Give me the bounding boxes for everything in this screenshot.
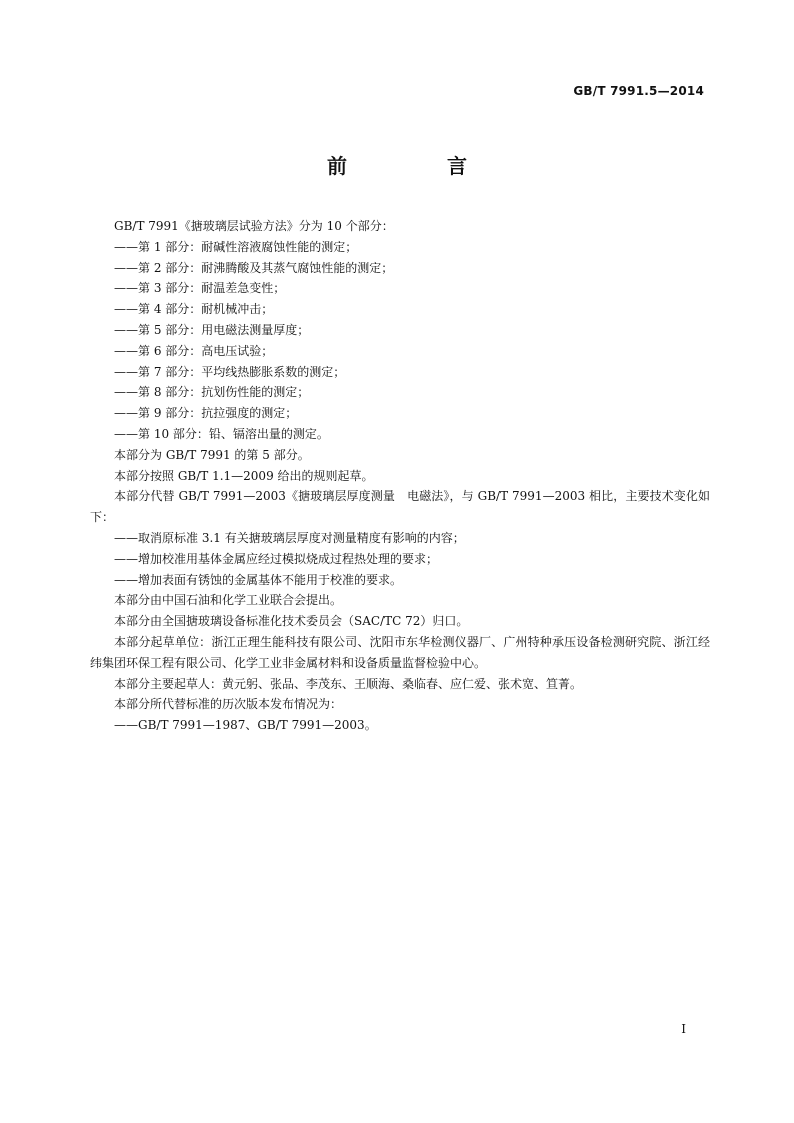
list-item: ——增加表面有锈蚀的金属基体不能用于校准的要求。 <box>114 572 403 587</box>
list-item: ——第 7 部分：平均线热膨胀系数的测定； <box>114 364 346 379</box>
list-item: ——第 6 部分：高电压试验； <box>114 343 274 358</box>
page-title: 前 言 <box>327 154 507 178</box>
list-item: ——第 4 部分：耐机械冲击； <box>114 302 274 317</box>
list-item: ——第 3 部分：耐温差急变性； <box>114 281 286 296</box>
list-item: ——第 5 部分：用电磁法测量厚度； <box>114 322 310 337</box>
paragraph: 本部分起草单位：浙江正理生能科技有限公司、沈阳市东华检测仪器厂、广州特种承压设备检测研究院、浙江经纬集团环保工程有限公司、化学工业非金属材料和设备质量监督检验中心。 <box>90 634 710 670</box>
page-number: I <box>681 1022 686 1036</box>
paragraph: 本部分为 GB/T 7991 的第 5 部分。 <box>114 447 310 462</box>
list-item: ——第 1 部分：耐碱性溶液腐蚀性能的测定； <box>114 239 358 254</box>
list-item: ——增加校准用基体金属应经过模拟烧成过程热处理的要求； <box>114 551 439 566</box>
list-item: ——第 9 部分：抗拉强度的测定； <box>114 406 298 421</box>
paragraph: 本部分代替 GB/T 7991—2003《搪玻璃层厚度测量 电磁法》，与 GB/T 7991—2003 相比，主要技术变化如下： <box>90 489 710 525</box>
standard-code: GB/T 7991.5—2014 <box>573 84 704 98</box>
paragraph: GB/T 7991《搪玻璃层试验方法》分为 10 个部分： <box>114 219 394 233</box>
list-item: ——第 8 部分：抗划伤性能的测定； <box>114 385 310 400</box>
paragraph: 本部分所代替标准的历次版本发布情况为： <box>114 697 343 712</box>
paragraph: 本部分主要起草人：黄元躬、张品、李茂东、王顺海、桑临春、应仁爱、张术宽、笪菁。 <box>114 676 583 691</box>
list-item: ——第 2 部分：耐沸腾酸及其蒸气腐蚀性能的测定； <box>114 260 394 275</box>
foreword-body <box>90 216 710 736</box>
list-item: ——取消原标准 3.1 有关搪玻璃层厚度对测量精度有影响的内容； <box>114 530 465 545</box>
paragraph: 本部分按照 GB/T 1.1—2009 给出的规则起草。 <box>114 468 374 483</box>
list-item: ——第 10 部分：铅、镉溶出量的测定。 <box>114 426 329 441</box>
list-item: ——GB/T 7991—1987、GB/T 7991—2003。 <box>114 718 377 733</box>
paragraph: 本部分由中国石油和化学工业联合会提出。 <box>114 593 343 608</box>
paragraph: 本部分由全国搪玻璃设备标准化技术委员会（SAC/TC 72）归口。 <box>114 614 469 629</box>
